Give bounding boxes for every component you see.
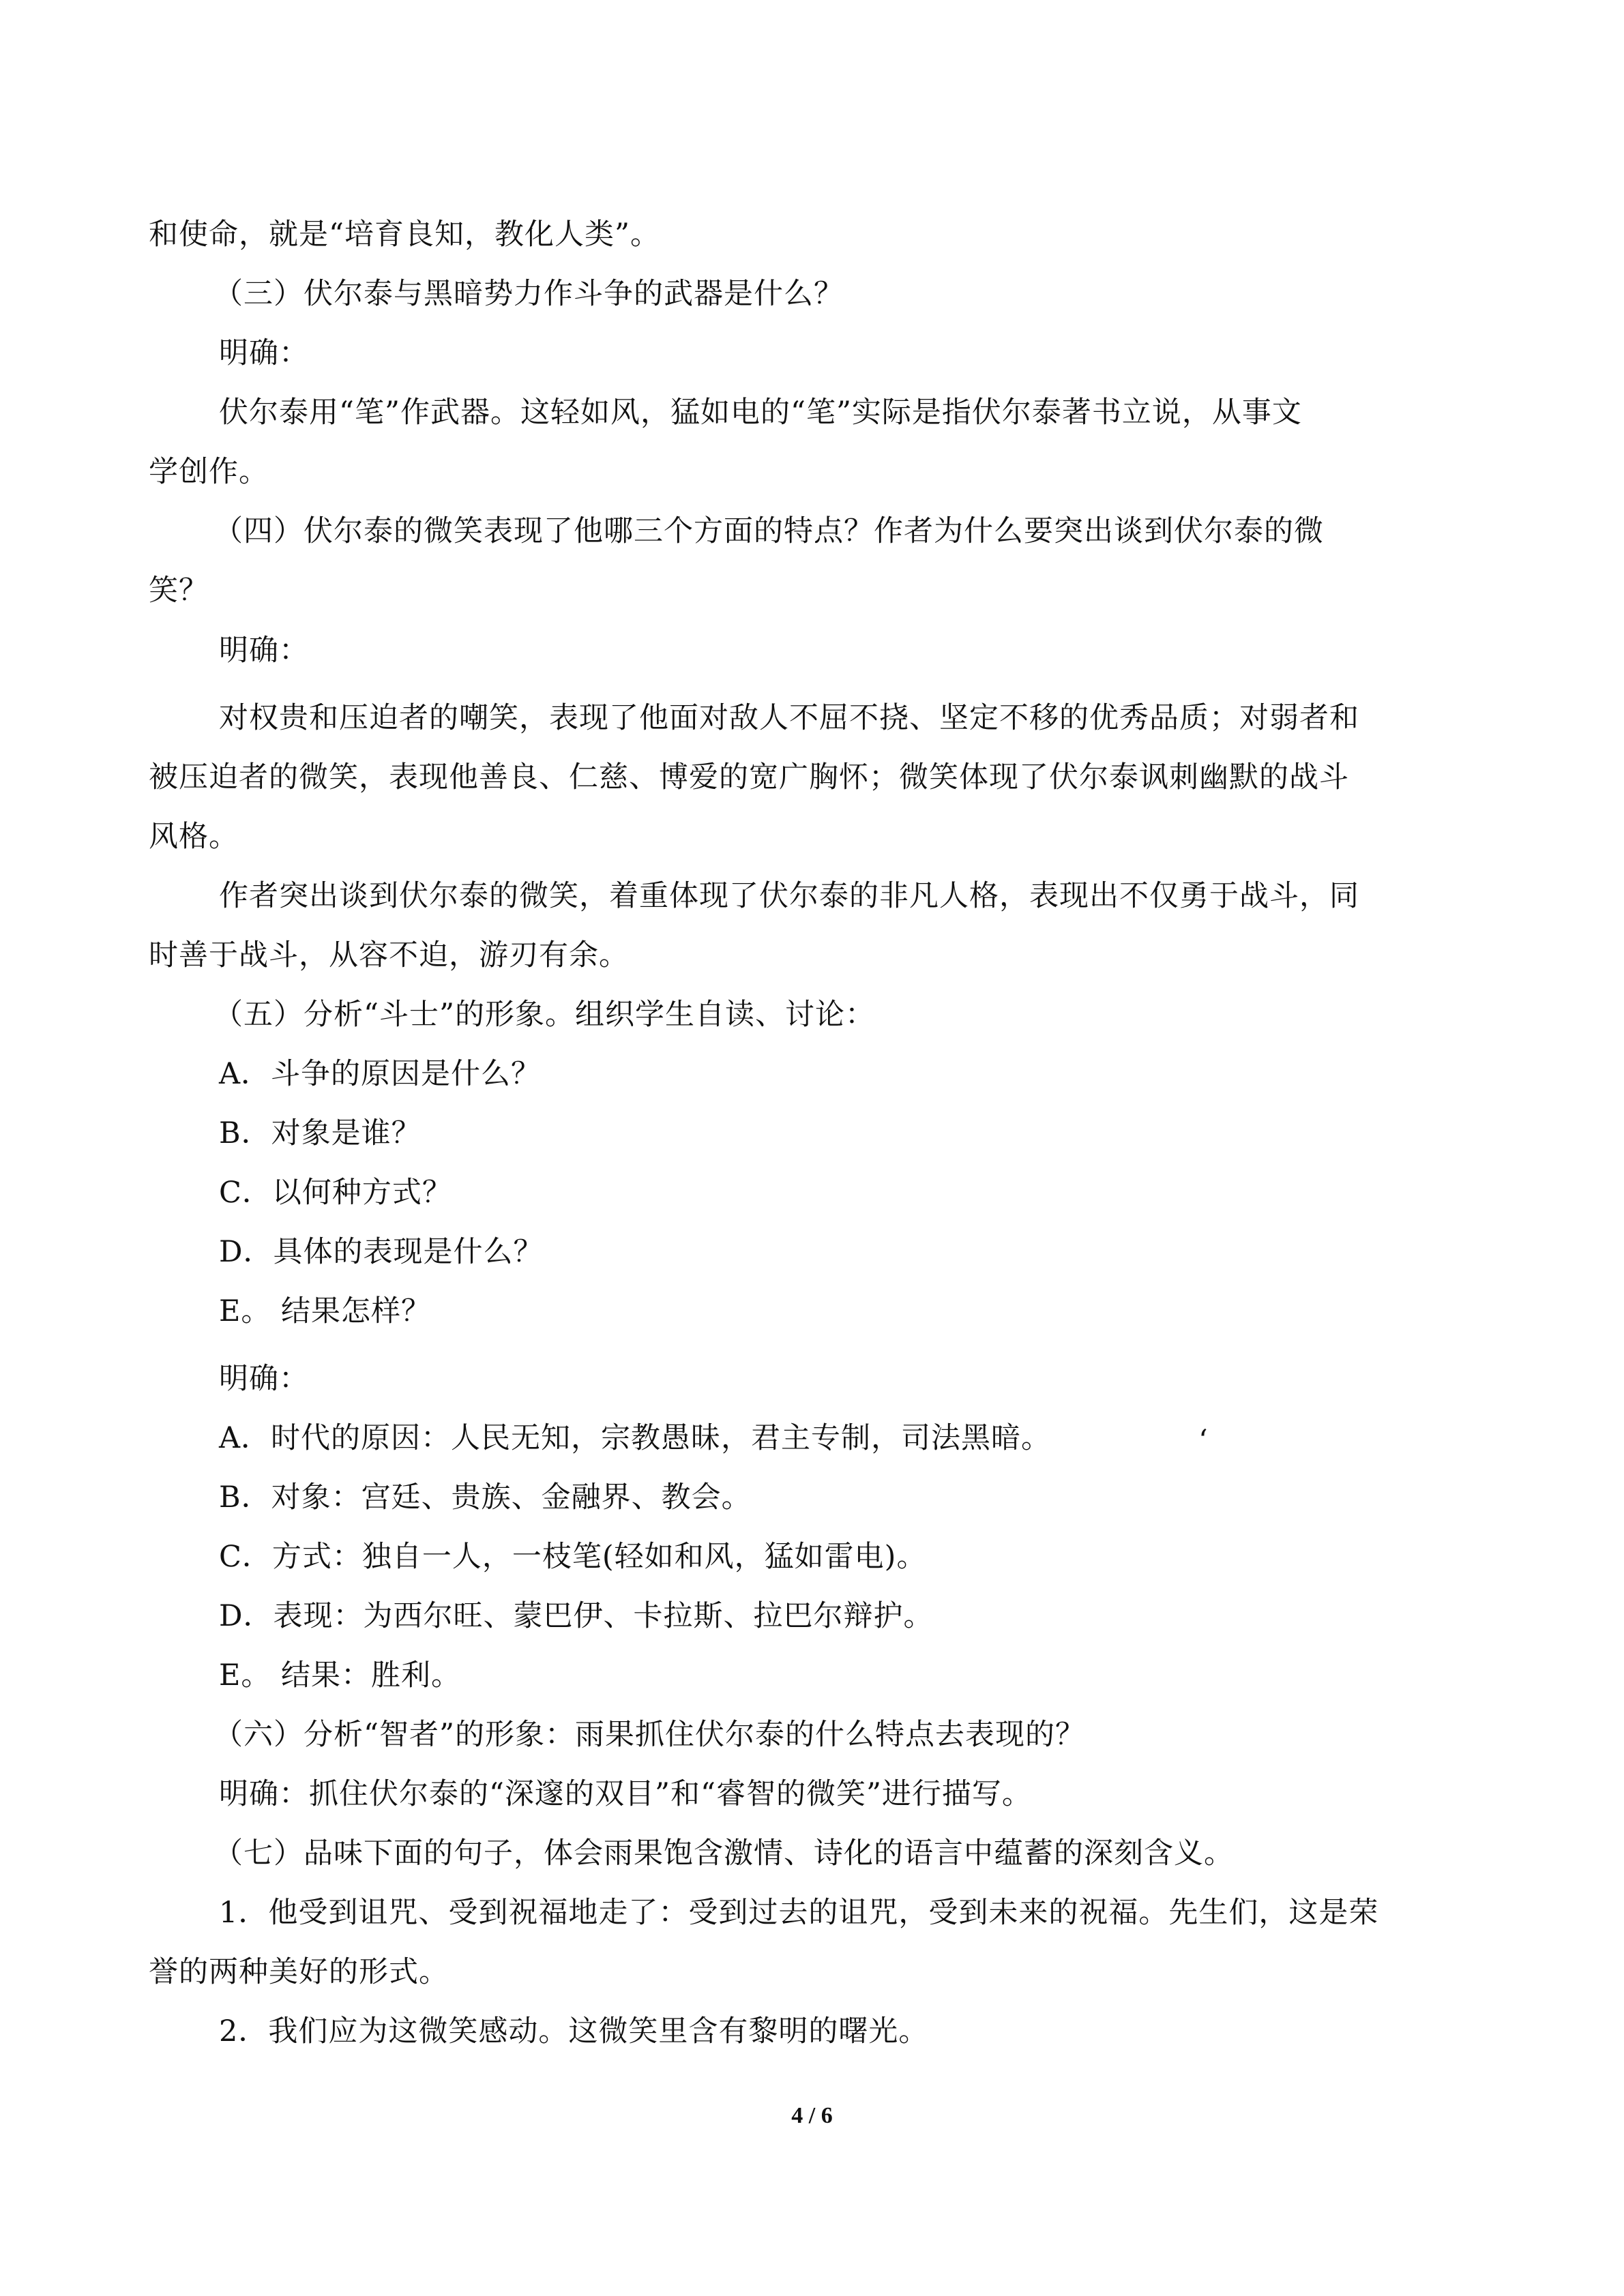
text-line: 作者突出谈到伏尔泰的微笑，着重体现了伏尔泰的非凡人格，表现出不仅勇于战斗，同 — [219, 879, 1359, 913]
text-line: 2．我们应为这微笑感动。这微笑里含有黎明的曙光。 — [219, 2014, 929, 2048]
stray-mark: ‘ — [1198, 1424, 1208, 1458]
text-line: 被压迫者的微笑，表现他善良、仁慈、博爱的宽广胸怀；微笑体现了伏尔泰讽刺幽默的战斗 — [149, 760, 1349, 794]
text-line: 风格。 — [149, 820, 239, 854]
text-line: E。 结果怎样？ — [219, 1294, 432, 1328]
text-line: E。 结果：胜利。 — [219, 1658, 462, 1693]
current-page: 4 — [791, 2103, 803, 2128]
text-line: A．时代的原因：人民无知，宗教愚昧，君主专制，司法黑暗。 — [219, 1421, 1052, 1455]
total-pages: 6 — [821, 2103, 833, 2128]
text-line: 学创作。 — [149, 455, 269, 489]
text-line: B．对象是谁？ — [219, 1116, 422, 1150]
text-line: 明确： — [219, 1362, 309, 1396]
text-line: B．对象：宫廷、贵族、金融界、教会。 — [219, 1480, 752, 1515]
section-heading: （七）品味下面的句子，体会雨果饱含激情、诗化的语言中蕴蓄的深刻含义。 — [213, 1836, 1234, 1870]
text-line: 1．他受到诅咒、受到祝福地走了：受到过去的诅咒，受到未来的祝福。先生们，这是荣 — [219, 1896, 1379, 1930]
text-line: 时善于战斗，从容不迫，游刃有余。 — [149, 938, 629, 972]
text-line: 伏尔泰用“笔”作武器。这轻如风，猛如电的“笔”实际是指伏尔泰著书立说，从事文 — [219, 396, 1302, 430]
section-heading: （六）分析“智者”的形象：雨果抓住伏尔泰的什么特点去表现的？ — [213, 1718, 1085, 1752]
text-line: C．方式：独自一人，一枝笔(轻如和风，猛如雷电)。 — [219, 1540, 927, 1574]
text-line: C．以何种方式？ — [219, 1176, 452, 1210]
text-line: 和使命，就是“培育良知，教化人类”。 — [149, 218, 660, 252]
text-line: 对权贵和压迫者的嘲笑，表现了他面对敌人不屈不挠、坚定不移的优秀品质；对弱者和 — [219, 701, 1359, 735]
section-heading: （三）伏尔泰与黑暗势力作斗争的武器是什么？ — [213, 277, 844, 311]
page-separator: / — [803, 2103, 821, 2128]
section-heading: （五）分析“斗士”的形象。组织学生自读、讨论： — [213, 998, 875, 1032]
text-line: A．斗争的原因是什么？ — [219, 1057, 542, 1091]
text-line: 笑？ — [149, 573, 209, 608]
text-line: 誉的两种美好的形式。 — [149, 1955, 449, 1989]
page-number — [0, 2102, 1624, 2130]
text-line: D．表现：为西尔旺、蒙巴伊、卡拉斯、拉巴尔辩护。 — [219, 1599, 934, 1633]
text-line: 明确： — [219, 336, 309, 370]
section-heading: （四）伏尔泰的微笑表现了他哪三个方面的特点？作者为什么要突出谈到伏尔泰的微 — [213, 514, 1324, 548]
text-line: 明确： — [219, 633, 309, 668]
text-line: 明确：抓住伏尔泰的“深邃的双目”和“睿智的微笑”进行描写。 — [219, 1777, 1032, 1811]
text-line: D．具体的表现是什么？ — [219, 1235, 544, 1269]
